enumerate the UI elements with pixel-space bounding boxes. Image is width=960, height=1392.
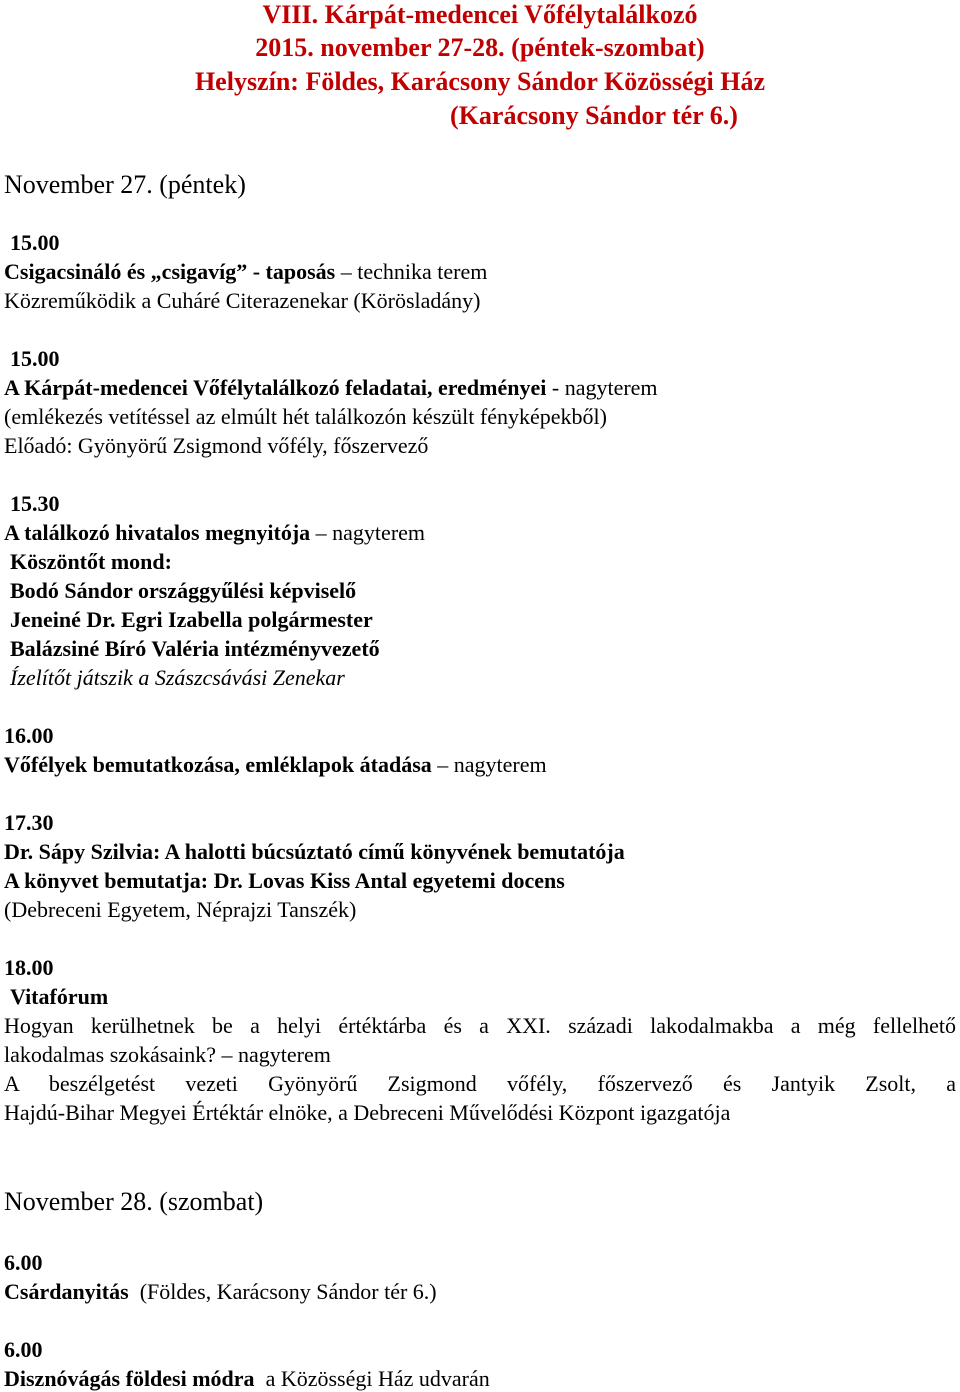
event-time: 15.00 [10,230,60,255]
event-title-bold: A találkozó hivatalos megnyitója [4,520,311,545]
event-time: 15.30 [10,491,60,516]
event-title-bold: Vőfélyek bemutatkozása, emléklapok átadása [4,752,432,777]
header-line-1: VIII. Kárpát-medencei Vőfélytalálkozó [262,0,698,29]
event-location: a Közösségi Ház udvarán [254,1366,490,1391]
event-title [4,259,487,285]
forum-moderator-line-1: A beszélgetést vezeti Gyönyörű Zsigmond vőfély, főszervező és Jantyik Zsolt, a [4,1071,956,1096]
speaker-item: Bodó Sándor országgyűlési képviselő [10,578,357,603]
day-heading: November 28. (szombat) [4,1187,264,1216]
speaker-item: Balázsiné Bíró Valéria intézményvezető [10,636,380,661]
music-note: Ízelítőt játszik a Szászcsávási Zenekar [10,665,345,690]
speaker-item: Jeneiné Dr. Egri Izabella polgármester [10,607,373,632]
event-affiliation: (Debreceni Egyetem, Néprajzi Tanszék) [4,897,357,922]
header-line-4: (Karácsony Sándor tér 6.) [450,101,738,130]
event-location: (Földes, Karácsony Sándor tér 6.) [128,1279,437,1304]
event-time: 16.00 [4,723,54,748]
event-title [4,1366,490,1392]
event-note: (emlékezés vetítéssel az elmúlt hét találkozón készült fényképekből) [4,404,607,429]
event-title-bold: Disznóvágás földesi módra [4,1366,255,1391]
event-title-bold: Csigacsináló és „csigavíg” - taposás [4,259,336,284]
event-title-bold: Vitafórum [10,984,109,1009]
event-time: 15.00 [10,346,60,371]
event-room: – technika terem [335,259,488,284]
forum-question-line-2: lakodalmas szokásaink? – nagyterem [4,1042,331,1067]
header-line-2: 2015. november 27-28. (péntek-szombat) [255,33,705,62]
event-time: 18.00 [4,955,54,980]
forum-question-line-1: Hogyan kerülhetnek be a helyi értéktárba és a XXI. századi lakodalmakba a még fellelhető [4,1013,956,1038]
event-title [4,375,658,401]
event-title-bold: Csárdanyitás [4,1279,129,1304]
event-note: Közreműködik a Cuháré Citerazenekar (Körösladány) [4,288,481,313]
event-title [4,752,547,778]
event-time: 6.00 [4,1250,43,1275]
event-title-bold: A Kárpát-medencei Vőfélytalálkozó feladatai, eredményei [4,375,547,400]
event-title [4,520,425,546]
event-room: – nagyterem [431,752,547,777]
day-heading: November 27. (péntek) [4,170,246,199]
event-presenter: A könyvet bemutatja: Dr. Lovas Kiss Antal egyetemi docens [4,868,565,893]
greeting-label: Köszöntőt mond: [10,549,172,574]
forum-moderator-line-2: Hajdú-Bihar Megyei Értéktár elnöke, a Debreceni Művelődési Központ igazgatója [4,1100,731,1125]
event-speaker: Előadó: Gyönyörű Zsigmond vőfély, főszervező [4,433,429,458]
event-title [4,1279,437,1305]
header-line-3: Helyszín: Földes, Karácsony Sándor Közösségi Ház [194,67,766,96]
event-time: 6.00 [4,1337,43,1362]
event-room: – nagyterem [310,520,426,545]
event-title-bold: Dr. Sápy Szilvia: A halotti búcsúztató című könyvének bemutatója [4,839,625,864]
event-time: 17.30 [4,810,54,835]
event-room: - nagyterem [546,375,658,400]
